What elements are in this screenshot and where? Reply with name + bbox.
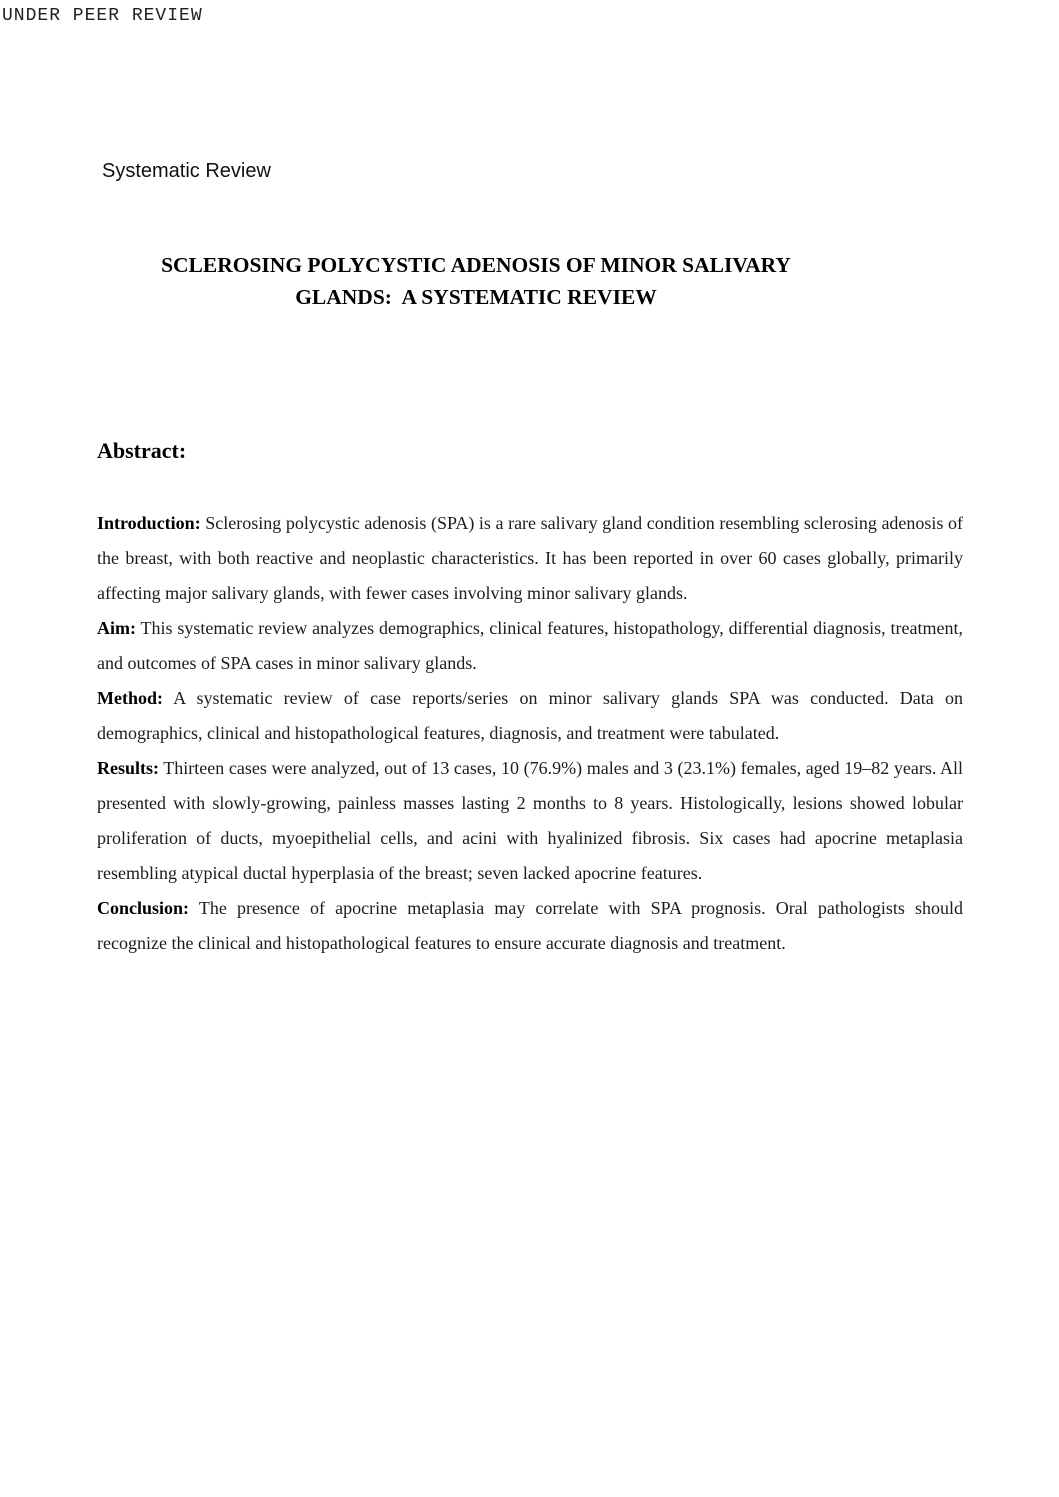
abstract-paragraph-method — [97, 681, 963, 751]
peer-review-watermark: UNDER PEER REVIEW — [2, 6, 203, 26]
section-label-results: Results: — [97, 758, 159, 778]
section-label-aim: Aim: — [97, 618, 136, 638]
paper-title — [97, 249, 855, 313]
paper-title-line-1: SCLEROSING POLYCYSTIC ADENOSIS OF MINOR SALIVARY — [161, 253, 791, 277]
section-label-introduction: Introduction: — [97, 513, 201, 533]
paper-title-line-2: GLANDS: A SYSTEMATIC REVIEW — [295, 285, 657, 309]
section-text-introduction: Sclerosing polycystic adenosis (SPA) is a rare salivary gland condition resembling sclerosing adenosis of the breast, with both reactive and neoplastic characteristics. It has been reported in over 60 cases globally, primarily affecting major salivary glands, with fewer cases involving minor salivary glands. — [97, 513, 964, 603]
abstract-heading: Abstract: — [97, 438, 187, 463]
article-type-label: Systematic Review — [102, 160, 271, 182]
section-text-results: Thirteen cases were analyzed, out of 13 cases, 10 (76.9%) males and 3 (23.1%) females, aged 19–82 years. All presented with slowly-growing, painless masses lasting 2 months to 8 years. Histologically, lesions showed lobular proliferation of ducts, myoepithelial cells, and acini with hyalinized fibrosis. Six cases had apocrine metaplasia resembling atypical ductal hyperplasia of the breast; seven lacked apocrine features. — [97, 758, 963, 883]
abstract-paragraph-results — [97, 751, 963, 891]
abstract-paragraph-introduction — [97, 506, 963, 611]
abstract-body — [97, 506, 963, 961]
section-label-conclusion: Conclusion: — [97, 898, 190, 918]
section-text-method: A systematic review of case reports/series on minor salivary glands SPA was conducted. Data on demographics, clinical and histopathological features, diagnosis, and treatment were tabulated. — [97, 688, 963, 743]
section-label-method: Method: — [97, 688, 163, 708]
section-text-conclusion: The presence of apocrine metaplasia may correlate with SPA prognosis. Oral pathologists should recognize the clinical and histopathological features to ensure accurate diagnosis and treatment. — [97, 898, 963, 953]
abstract-paragraph-aim — [97, 611, 963, 681]
abstract-paragraph-conclusion — [97, 891, 963, 961]
section-text-aim: This systematic review analyzes demographics, clinical features, histopathology, differential diagnosis, treatment, and outcomes of SPA cases in minor salivary glands. — [97, 618, 963, 673]
